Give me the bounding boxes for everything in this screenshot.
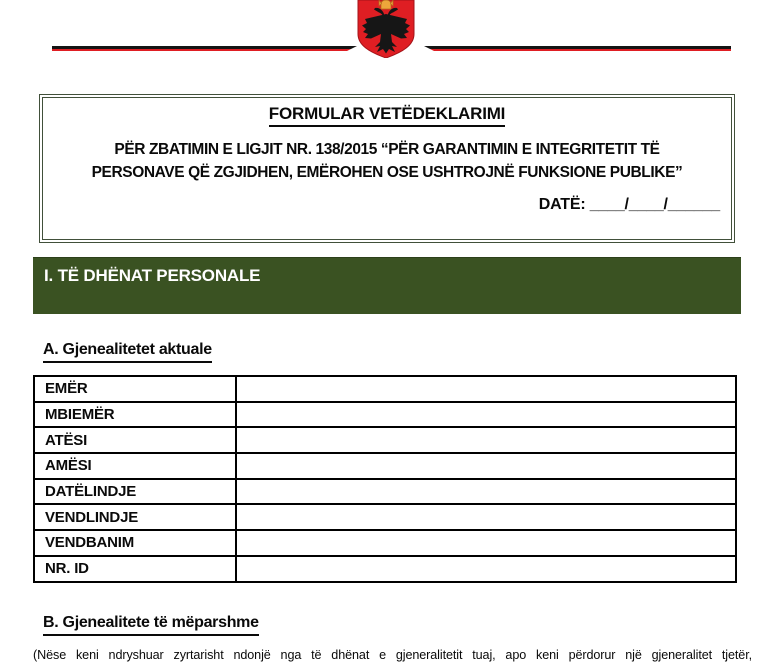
table-row <box>34 530 736 556</box>
field-value-cell[interactable] <box>236 402 736 428</box>
field-label: ATËSI <box>34 427 236 453</box>
form-title <box>40 104 734 127</box>
section-header-personal-data: I. TË DHËNAT PERSONALE <box>33 257 741 314</box>
subsection-b-heading-text: B. Gjenealitete të mëparshme <box>43 614 259 636</box>
field-label: VENDBANIM <box>34 530 236 556</box>
field-value-cell[interactable] <box>236 530 736 556</box>
table-row <box>34 427 736 453</box>
table-row <box>34 376 736 402</box>
field-label: EMËR <box>34 376 236 402</box>
field-label: MBIEMËR <box>34 402 236 428</box>
field-label: DATËLINDJE <box>34 479 236 505</box>
personal-data-table-body <box>34 376 736 582</box>
table-row <box>34 504 736 530</box>
subsection-b-note: (Nëse keni ndryshuar zyrtarisht ndonjë nga të dhënat e gjeneralitetit tuaj, apo keni përdorur një gjeneralitet tjetër, <box>33 648 752 662</box>
subsection-b-heading <box>43 614 259 636</box>
subsection-a-heading <box>43 341 212 363</box>
field-value-cell[interactable] <box>236 556 736 582</box>
field-value-cell[interactable] <box>236 453 736 479</box>
date-field[interactable]: DATË: ____/____/______ <box>538 196 720 213</box>
table-row <box>34 402 736 428</box>
table-row <box>34 479 736 505</box>
field-label: NR. ID <box>34 556 236 582</box>
field-label: VENDLINDJE <box>34 504 236 530</box>
table-row <box>34 556 736 582</box>
subsection-a-heading-text: A. Gjenealitetet aktuale <box>43 341 212 363</box>
header-rule-right <box>424 46 731 51</box>
form-title-text: FORMULAR VETËDEKLARIMI <box>269 104 505 127</box>
law-reference-text: PËR ZBATIMIN E LIGJIT NR. 138/2015 “PËR GARANTIMIN E INTEGRITETIT TË PERSONAVE QË ZGJIDHEN, EMËROHEN OSE USHTROJNË FUNKSIONE PUBLIKE” <box>91 141 683 181</box>
field-value-cell[interactable] <box>236 376 736 402</box>
field-value-cell[interactable] <box>236 427 736 453</box>
field-value-cell[interactable] <box>236 479 736 505</box>
personal-data-table <box>33 375 737 583</box>
header-rule-left <box>52 46 357 51</box>
field-value-cell[interactable] <box>236 504 736 530</box>
table-row <box>34 453 736 479</box>
albanian-eagle-emblem-icon <box>355 0 417 58</box>
form-title-box <box>39 94 735 243</box>
field-label: AMËSI <box>34 453 236 479</box>
